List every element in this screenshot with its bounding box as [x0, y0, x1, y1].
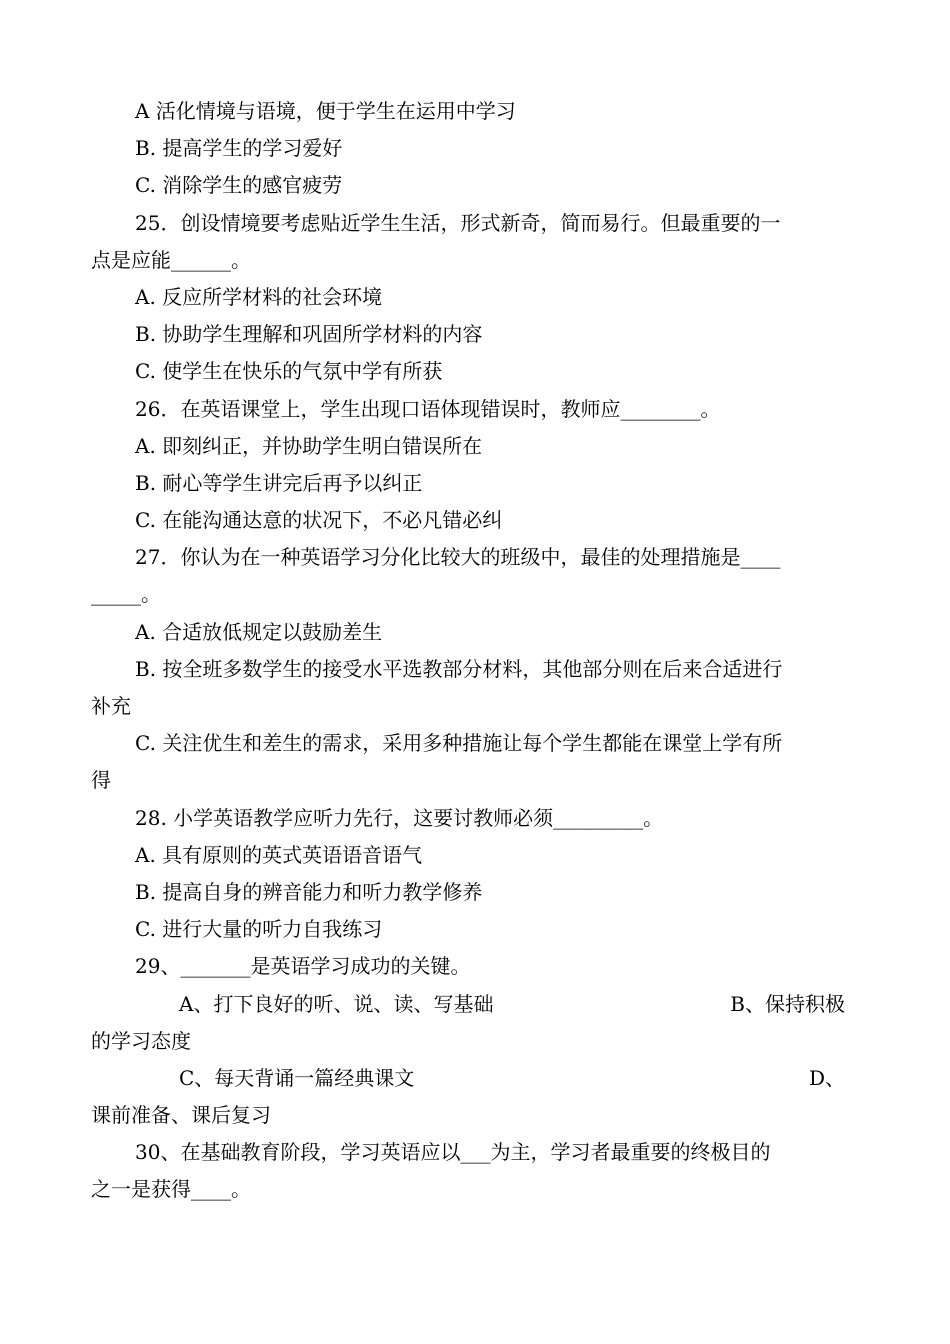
q25-stem-line1: 25．创设情境要考虑贴近学生生活，形式新奇，简而易行。但最重要的一 [135, 210, 781, 235]
q29-option-c: C、每天背诵一篇经典课文 [179, 1065, 415, 1090]
q27-option-b-line2: 补充 [91, 694, 131, 718]
q29-option-d-part1: D、 [808, 1065, 845, 1090]
q29-option-b-part1: B、保持积极 [730, 991, 845, 1016]
q26-option-a: A. 即刻纠正，并协助学生明白错误所在 [135, 433, 483, 458]
q27-option-b-line1: B. 按全班多数学生的接受水平选教部分材料，其他部分则在后来合适进行 [135, 656, 783, 681]
q26-option-b: B. 耐心等学生讲完后再予以纠正 [135, 470, 423, 495]
q27-option-a: A. 合适放低规定以鼓励差生 [135, 619, 383, 644]
q30-stem-line1: 30、在基础教育阶段，学习英语应以___为主，学习者最重要的终极目的 [135, 1140, 771, 1165]
q29-options-row2 [91, 1060, 853, 1097]
q29-options-row1 [91, 986, 853, 1023]
q30-stem-line2: 之一是获得____。 [91, 1177, 251, 1202]
q29-option-a: A、打下良好的听、说、读、写基础 [179, 991, 494, 1016]
q26-option-c: C. 在能沟通达意的状况下，不必凡错必纠 [135, 508, 503, 533]
q24-option-a: A 活化情境与语境，便于学生在运用中学习 [135, 99, 516, 123]
document-page [91, 93, 853, 1209]
q29-stem: 29、_______是英语学习成功的关键。 [135, 954, 471, 979]
q28-option-b: B. 提高自身的辨音能力和听力教学修养 [135, 879, 483, 904]
q25-stem-line2: 点是应能______。 [91, 247, 251, 272]
q27-stem-line1: 27．你认为在一种英语学习分化比较大的班级中，最佳的处理措施是____ [135, 545, 781, 570]
q26-stem: 26．在英语课堂上，学生出现口语体现错误时，教师应________。 [135, 396, 721, 421]
q27-stem-line2: _____。 [91, 582, 161, 607]
q25-option-b: B. 协助学生理解和巩固所学材料的内容 [135, 322, 483, 347]
q29-option-d-part2: 课前准备、课后复习 [91, 1103, 271, 1128]
q28-option-a: A. 具有原则的英式英语语音语气 [135, 842, 423, 867]
q29-option-b-part2: 的学习态度 [91, 1028, 191, 1053]
q28-stem: 28. 小学英语教学应听力先行，这要讨教师必须_________。 [135, 805, 664, 830]
q25-option-a: A. 反应所学材料的社会环境 [135, 284, 383, 309]
q25-option-c: C. 使学生在快乐的气氛中学有所获 [135, 359, 443, 384]
q27-option-c-line2: 得 [91, 768, 111, 793]
q27-option-c-line1: C. 关注优生和差生的需求，采用多种措施让每个学生都能在课堂上学有所 [135, 731, 783, 756]
q24-option-b: B. 提高学生的学习爱好 [135, 136, 343, 161]
q24-option-c: C. 消除学生的感官疲劳 [135, 173, 343, 198]
q28-option-c: C. 进行大量的听力自我练习 [135, 917, 383, 942]
